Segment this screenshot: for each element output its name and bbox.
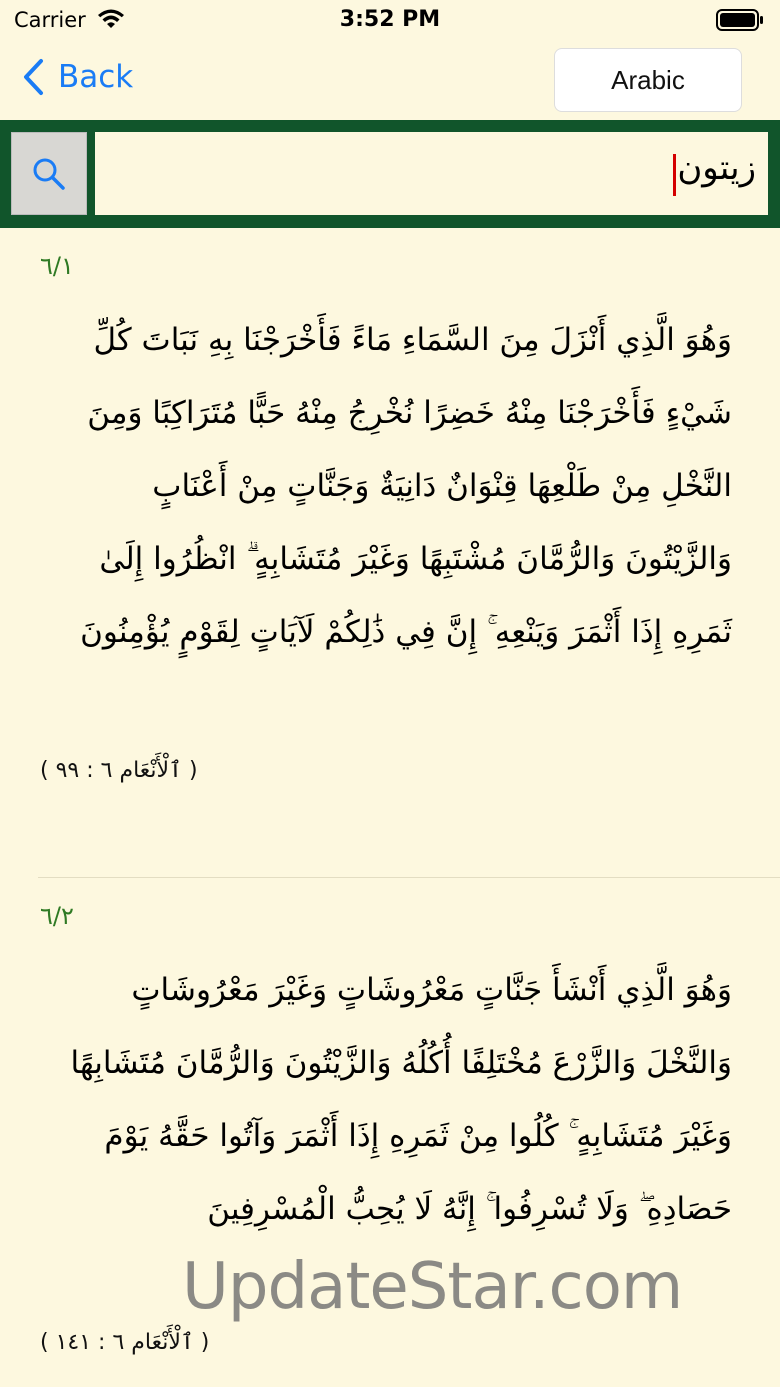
navigation-bar (0, 40, 780, 120)
search-bar (0, 120, 780, 228)
status-bar (0, 0, 780, 40)
search-input[interactable] (95, 132, 768, 215)
verse-text: وَهُوَ الَّذِي أَنْشَأَ جَنَّاتٍ مَعْرُوشَاتٍ وَغَيْرَ مَعْرُوشَاتٍ وَالنَّخْلَ وَالزَّرْعَ مُخْتَلِفًا أُكُلُهُ وَالزَّيْتُونَ وَالرُّمَّانَ مُتَشَابِهًا وَغَيْرَ مُتَشَابِهٍ ۚ كُلُوا مِنْ ثَمَرِهِ إِذَا أَثْمَرَ وَآتُوا حَقَّهُ يَوْمَ حَصَادِهِ ۖ وَلَا تُسْرِفُوا ۚ إِنَّهُ لَا يُحِبُّ الْمُسْرِفِينَ (70, 972, 732, 1227)
carrier-label: Carrier (14, 8, 86, 32)
verse-reference: ( ٱلْأَنْعَام ٦ : ١٤١ ) (40, 1330, 210, 1355)
back-label: Back (58, 59, 134, 95)
verse-text: وَهُوَ الَّذِي أَنْزَلَ مِنَ السَّمَاءِ مَاءً فَأَخْرَجْنَا بِهِ نَبَاتَ كُلِّ شَيْءٍ فَأَخْرَجْنَا مِنْهُ خَضِرًا نُخْرِجُ مِنْهُ حَبًّا مُتَرَاكِبًا وَمِنَ النَّخْلِ مِنْ طَلْعِهَا قِنْوَانٌ دَانِيَةٌ وَجَنَّاتٍ مِنْ أَعْنَابٍ وَالزَّيْتُونَ وَالرُّمَّانَ مُشْتَبِهًا وَغَيْرَ مُتَشَابِهٍ ۗ انْظُرُوا إِلَىٰ ثَمَرِهِ إِذَا أَثْمَرَ وَيَنْعِهِ ۚ إِنَّ فِي ذَٰلِكُمْ لَآيَاتٍ لِقَوْمٍ يُؤْمِنُونَ (80, 322, 732, 650)
search-result-1[interactable] (0, 228, 780, 878)
search-icon (32, 157, 66, 191)
text-caret (673, 154, 676, 196)
search-input-value: زيتون (677, 148, 756, 188)
verse-number: ٦/١ (40, 252, 74, 280)
language-button[interactable]: Arabic (554, 48, 742, 112)
verse-number: ٦/٢ (40, 902, 74, 930)
search-button[interactable] (11, 132, 87, 215)
clock: 3:52 PM (339, 7, 441, 32)
watermark: UpdateStar.com (182, 1250, 683, 1324)
back-button[interactable] (22, 58, 133, 96)
verse-reference: ( ٱلْأَنْعَام ٦ : ٩٩ ) (40, 758, 198, 783)
chevron-left-icon (22, 58, 44, 96)
battery-icon (716, 9, 764, 31)
